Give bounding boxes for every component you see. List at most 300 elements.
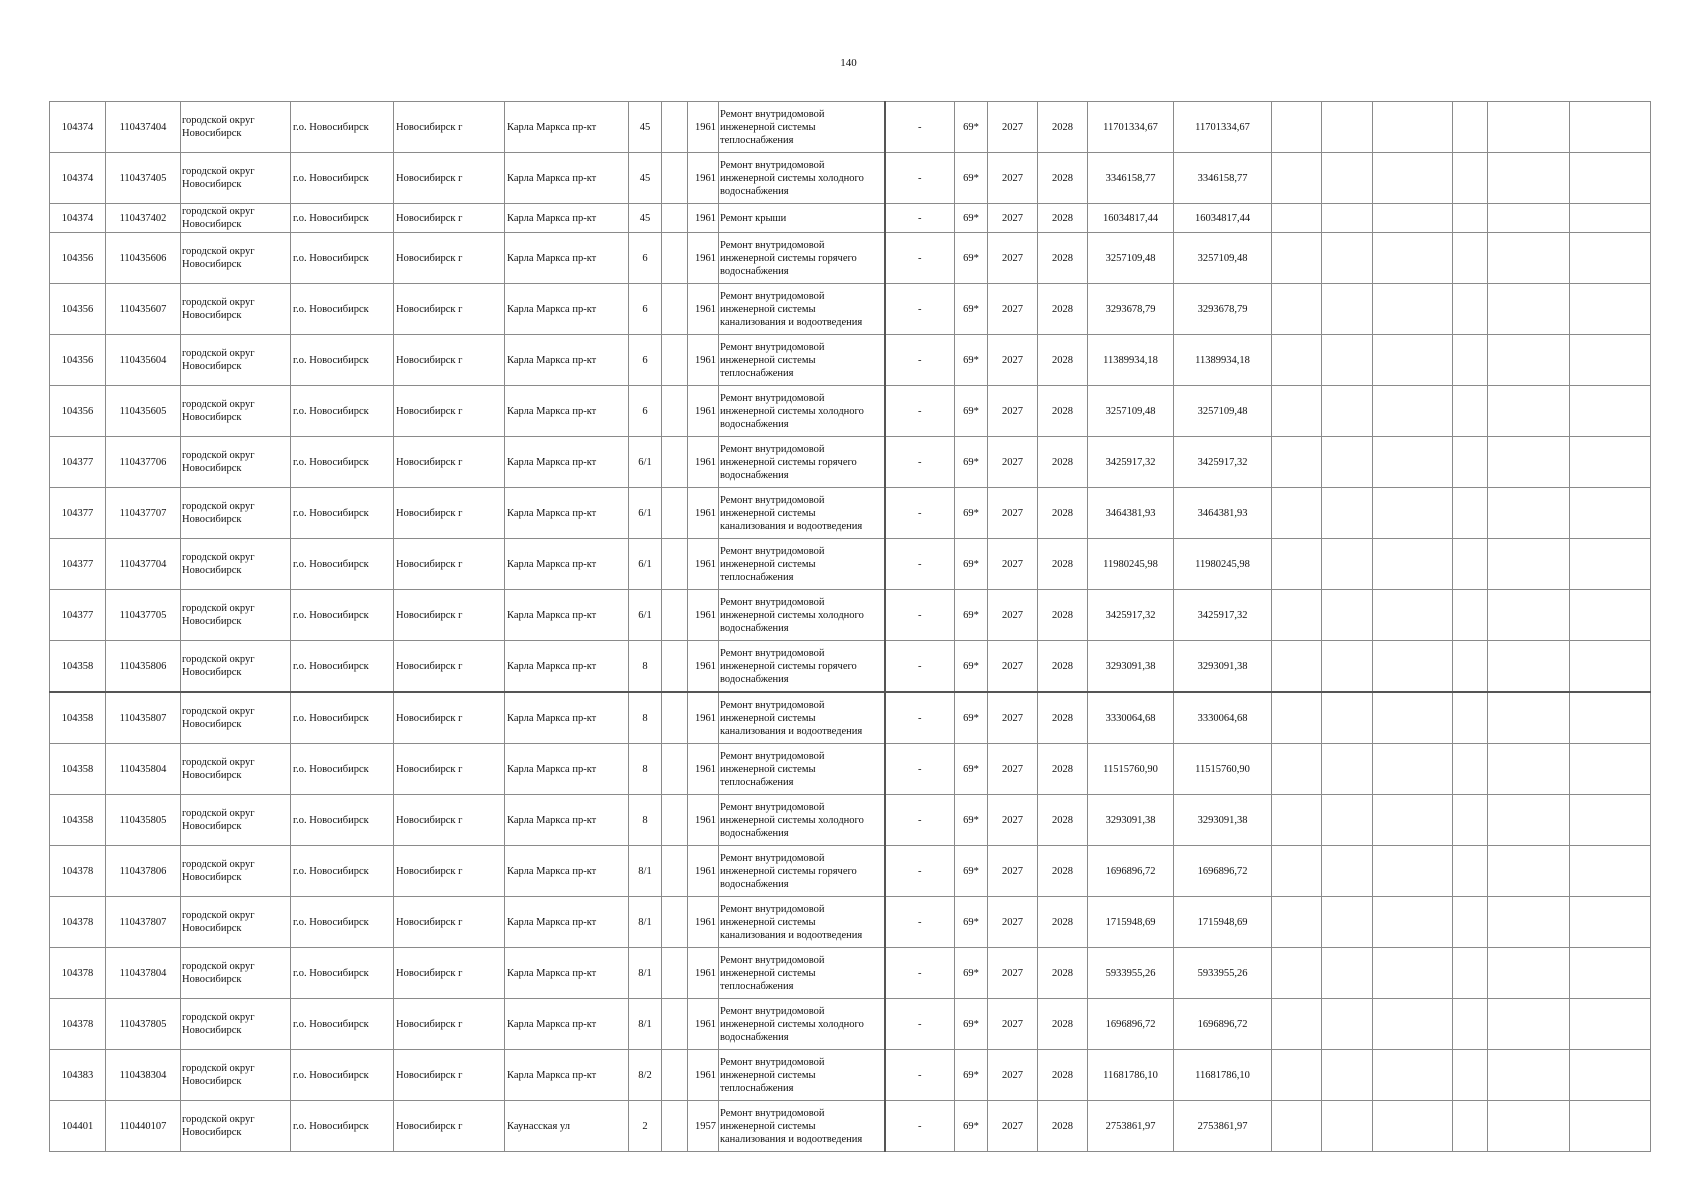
- cell-house-id: 104377: [50, 590, 106, 641]
- cell-street: Карла Маркса пр-кт: [505, 948, 629, 999]
- cell-settlement: Новосибирск г: [394, 204, 505, 233]
- cell-year-start: 2027: [988, 846, 1038, 897]
- cell-year-end: 2028: [1038, 539, 1088, 590]
- cell-house-number: 6/1: [629, 590, 662, 641]
- cell-wear: 69*: [955, 204, 988, 233]
- cell-empty: [1570, 1101, 1651, 1152]
- cell-house-id: 104383: [50, 1050, 106, 1101]
- cell-dash: -: [885, 897, 955, 948]
- cell-house-number: 6: [629, 335, 662, 386]
- cell-wear: 69*: [955, 1050, 988, 1101]
- cell-street: Карла Маркса пр-кт: [505, 1050, 629, 1101]
- cell-settlement: Новосибирск г: [394, 539, 505, 590]
- cell-cost-total: 11389934,18: [1088, 335, 1174, 386]
- cell-year-start: 2027: [988, 488, 1038, 539]
- cell-house-number: 45: [629, 153, 662, 204]
- cell-empty: [1272, 233, 1322, 284]
- cell-empty: [1373, 386, 1453, 437]
- cell-house-number: 6: [629, 284, 662, 335]
- cell-settlement: Новосибирск г: [394, 999, 505, 1050]
- cell-cost-fund: 3330064,68: [1174, 692, 1272, 744]
- cell-house-id: 104358: [50, 692, 106, 744]
- cell-empty: [1322, 641, 1373, 693]
- cell-building: [662, 590, 688, 641]
- cell-empty: [1272, 204, 1322, 233]
- cell-work-type: Ремонт внутридомовой инженерной системы канализования и водоотведения: [719, 488, 885, 539]
- cell-construction-year: 1961: [688, 153, 719, 204]
- table-row: [50, 1101, 1651, 1152]
- cell-cost-total: 3464381,93: [1088, 488, 1174, 539]
- cell-cost-total: 3330064,68: [1088, 692, 1174, 744]
- cell-building: [662, 488, 688, 539]
- cell-house-id: 104377: [50, 437, 106, 488]
- cell-district: г.о. Новосибирск: [291, 335, 394, 386]
- table-row: [50, 488, 1651, 539]
- cell-empty: [1322, 153, 1373, 204]
- cell-cost-fund: 2753861,97: [1174, 1101, 1272, 1152]
- cell-empty: [1453, 204, 1488, 233]
- cell-empty: [1570, 539, 1651, 590]
- cell-year-end: 2028: [1038, 1101, 1088, 1152]
- cell-empty: [1570, 999, 1651, 1050]
- cell-empty: [1488, 744, 1570, 795]
- cell-cost-fund: 11389934,18: [1174, 335, 1272, 386]
- cell-house-number: 8: [629, 692, 662, 744]
- table-row: [50, 795, 1651, 846]
- cell-house-number: 8/1: [629, 846, 662, 897]
- cell-work-type: Ремонт внутридомовой инженерной системы холодного водоснабжения: [719, 153, 885, 204]
- cell-empty: [1488, 590, 1570, 641]
- cell-dash: -: [885, 846, 955, 897]
- cell-house-id: 104356: [50, 233, 106, 284]
- capital-repair-register-table: [49, 101, 1651, 1152]
- cell-empty: [1453, 744, 1488, 795]
- cell-cost-total: 11980245,98: [1088, 539, 1174, 590]
- cell-construction-year: 1961: [688, 1050, 719, 1101]
- cell-year-start: 2027: [988, 153, 1038, 204]
- cell-cost-total: 1715948,69: [1088, 897, 1174, 948]
- cell-work-id: 110435605: [106, 386, 181, 437]
- cell-work-type: Ремонт внутридомовой инженерной системы канализования и водоотведения: [719, 284, 885, 335]
- cell-year-start: 2027: [988, 437, 1038, 488]
- cell-settlement: Новосибирск г: [394, 1050, 505, 1101]
- cell-settlement: Новосибирск г: [394, 335, 505, 386]
- cell-building: [662, 284, 688, 335]
- cell-empty: [1488, 999, 1570, 1050]
- cell-empty: [1453, 233, 1488, 284]
- cell-year-end: 2028: [1038, 102, 1088, 153]
- cell-wear: 69*: [955, 590, 988, 641]
- cell-house-id: 104356: [50, 284, 106, 335]
- cell-year-end: 2028: [1038, 1050, 1088, 1101]
- cell-empty: [1570, 744, 1651, 795]
- cell-wear: 69*: [955, 744, 988, 795]
- cell-empty: [1322, 284, 1373, 335]
- cell-empty: [1373, 744, 1453, 795]
- cell-empty: [1272, 1101, 1322, 1152]
- cell-dash: -: [885, 284, 955, 335]
- cell-work-id: 110435807: [106, 692, 181, 744]
- cell-work-type: Ремонт крыши: [719, 204, 885, 233]
- cell-district: г.о. Новосибирск: [291, 1101, 394, 1152]
- cell-work-id: 110435804: [106, 744, 181, 795]
- cell-cost-total: 3293091,38: [1088, 641, 1174, 693]
- cell-empty: [1488, 1050, 1570, 1101]
- cell-year-start: 2027: [988, 948, 1038, 999]
- cell-year-end: 2028: [1038, 999, 1088, 1050]
- cell-empty: [1453, 1101, 1488, 1152]
- cell-municipality: городской округ Новосибирск: [181, 590, 291, 641]
- cell-empty: [1453, 488, 1488, 539]
- cell-year-end: 2028: [1038, 897, 1088, 948]
- cell-work-type: Ремонт внутридомовой инженерной системы канализования и водоотведения: [719, 897, 885, 948]
- cell-year-end: 2028: [1038, 437, 1088, 488]
- cell-cost-fund: 1696896,72: [1174, 846, 1272, 897]
- cell-wear: 69*: [955, 233, 988, 284]
- cell-empty: [1488, 795, 1570, 846]
- cell-cost-fund: 3425917,32: [1174, 437, 1272, 488]
- table-row: [50, 153, 1651, 204]
- cell-municipality: городской округ Новосибирск: [181, 692, 291, 744]
- cell-work-id: 110437707: [106, 488, 181, 539]
- cell-construction-year: 1961: [688, 692, 719, 744]
- cell-settlement: Новосибирск г: [394, 1101, 505, 1152]
- cell-dash: -: [885, 102, 955, 153]
- cell-empty: [1570, 102, 1651, 153]
- cell-house-id: 104378: [50, 897, 106, 948]
- cell-cost-fund: 16034817,44: [1174, 204, 1272, 233]
- cell-municipality: городской округ Новосибирск: [181, 846, 291, 897]
- cell-dash: -: [885, 437, 955, 488]
- cell-building: [662, 386, 688, 437]
- cell-settlement: Новосибирск г: [394, 948, 505, 999]
- cell-cost-total: 11701334,67: [1088, 102, 1174, 153]
- cell-construction-year: 1961: [688, 233, 719, 284]
- cell-settlement: Новосибирск г: [394, 153, 505, 204]
- cell-cost-fund: 3293091,38: [1174, 795, 1272, 846]
- cell-house-number: 8: [629, 795, 662, 846]
- register-body: [50, 102, 1651, 1152]
- table-row: [50, 692, 1651, 744]
- cell-house-number: 6/1: [629, 539, 662, 590]
- cell-cost-total: 3346158,77: [1088, 153, 1174, 204]
- cell-dash: -: [885, 590, 955, 641]
- cell-settlement: Новосибирск г: [394, 641, 505, 693]
- cell-work-id: 110437706: [106, 437, 181, 488]
- cell-construction-year: 1961: [688, 437, 719, 488]
- cell-dash: -: [885, 488, 955, 539]
- cell-house-number: 6: [629, 233, 662, 284]
- cell-building: [662, 335, 688, 386]
- cell-empty: [1322, 233, 1373, 284]
- cell-house-number: 45: [629, 102, 662, 153]
- cell-empty: [1488, 386, 1570, 437]
- cell-cost-total: 3257109,48: [1088, 233, 1174, 284]
- cell-municipality: городской округ Новосибирск: [181, 284, 291, 335]
- cell-wear: 69*: [955, 488, 988, 539]
- cell-work-type: Ремонт внутридомовой инженерной системы горячего водоснабжения: [719, 641, 885, 693]
- cell-empty: [1453, 437, 1488, 488]
- cell-wear: 69*: [955, 539, 988, 590]
- cell-building: [662, 539, 688, 590]
- cell-house-number: 2: [629, 1101, 662, 1152]
- cell-work-id: 110437804: [106, 948, 181, 999]
- cell-empty: [1322, 488, 1373, 539]
- cell-cost-fund: 3346158,77: [1174, 153, 1272, 204]
- cell-empty: [1453, 641, 1488, 693]
- cell-district: г.о. Новосибирск: [291, 744, 394, 795]
- cell-municipality: городской округ Новосибирск: [181, 641, 291, 693]
- cell-wear: 69*: [955, 335, 988, 386]
- cell-construction-year: 1961: [688, 744, 719, 795]
- cell-empty: [1570, 897, 1651, 948]
- cell-street: Карла Маркса пр-кт: [505, 335, 629, 386]
- cell-construction-year: 1961: [688, 948, 719, 999]
- cell-year-start: 2027: [988, 692, 1038, 744]
- cell-district: г.о. Новосибирск: [291, 795, 394, 846]
- cell-work-type: Ремонт внутридомовой инженерной системы теплоснабжения: [719, 948, 885, 999]
- cell-empty: [1272, 335, 1322, 386]
- cell-year-end: 2028: [1038, 204, 1088, 233]
- cell-empty: [1322, 437, 1373, 488]
- cell-empty: [1322, 386, 1373, 437]
- cell-house-id: 104374: [50, 204, 106, 233]
- cell-empty: [1322, 204, 1373, 233]
- cell-year-end: 2028: [1038, 795, 1088, 846]
- cell-building: [662, 846, 688, 897]
- cell-work-type: Ремонт внутридомовой инженерной системы канализования и водоотведения: [719, 1101, 885, 1152]
- cell-empty: [1272, 897, 1322, 948]
- cell-cost-fund: 3464381,93: [1174, 488, 1272, 539]
- cell-dash: -: [885, 539, 955, 590]
- cell-settlement: Новосибирск г: [394, 897, 505, 948]
- cell-district: г.о. Новосибирск: [291, 233, 394, 284]
- cell-empty: [1272, 795, 1322, 846]
- cell-house-number: 8/2: [629, 1050, 662, 1101]
- cell-building: [662, 999, 688, 1050]
- cell-year-end: 2028: [1038, 641, 1088, 693]
- cell-empty: [1453, 335, 1488, 386]
- cell-work-id: 110438304: [106, 1050, 181, 1101]
- cell-street: Карла Маркса пр-кт: [505, 795, 629, 846]
- cell-year-start: 2027: [988, 999, 1038, 1050]
- cell-cost-fund: 11681786,10: [1174, 1050, 1272, 1101]
- cell-empty: [1322, 1050, 1373, 1101]
- cell-empty: [1272, 488, 1322, 539]
- cell-street: Карла Маркса пр-кт: [505, 641, 629, 693]
- cell-cost-fund: 3293091,38: [1174, 641, 1272, 693]
- cell-work-type: Ремонт внутридомовой инженерной системы теплоснабжения: [719, 102, 885, 153]
- cell-dash: -: [885, 1101, 955, 1152]
- cell-settlement: Новосибирск г: [394, 102, 505, 153]
- cell-house-id: 104378: [50, 999, 106, 1050]
- cell-empty: [1570, 233, 1651, 284]
- cell-work-type: Ремонт внутридомовой инженерной системы теплоснабжения: [719, 539, 885, 590]
- table-row: [50, 284, 1651, 335]
- cell-cost-total: 3293678,79: [1088, 284, 1174, 335]
- cell-district: г.о. Новосибирск: [291, 386, 394, 437]
- cell-construction-year: 1961: [688, 999, 719, 1050]
- cell-district: г.о. Новосибирск: [291, 539, 394, 590]
- cell-dash: -: [885, 641, 955, 693]
- cell-year-start: 2027: [988, 641, 1038, 693]
- cell-empty: [1272, 102, 1322, 153]
- cell-street: Карла Маркса пр-кт: [505, 386, 629, 437]
- cell-municipality: городской округ Новосибирск: [181, 795, 291, 846]
- cell-year-start: 2027: [988, 102, 1038, 153]
- cell-house-id: 104377: [50, 488, 106, 539]
- cell-empty: [1570, 846, 1651, 897]
- table-row: [50, 744, 1651, 795]
- cell-municipality: городской округ Новосибирск: [181, 1101, 291, 1152]
- cell-empty: [1488, 1101, 1570, 1152]
- cell-municipality: городской округ Новосибирск: [181, 488, 291, 539]
- cell-empty: [1322, 999, 1373, 1050]
- table-row: [50, 641, 1651, 693]
- cell-dash: -: [885, 335, 955, 386]
- cell-empty: [1272, 539, 1322, 590]
- cell-year-end: 2028: [1038, 284, 1088, 335]
- cell-wear: 69*: [955, 102, 988, 153]
- cell-empty: [1373, 153, 1453, 204]
- cell-year-start: 2027: [988, 1050, 1038, 1101]
- cell-empty: [1488, 284, 1570, 335]
- cell-construction-year: 1961: [688, 641, 719, 693]
- cell-empty: [1373, 539, 1453, 590]
- cell-house-id: 104377: [50, 539, 106, 590]
- cell-empty: [1322, 795, 1373, 846]
- cell-work-type: Ремонт внутридомовой инженерной системы теплоснабжения: [719, 744, 885, 795]
- cell-empty: [1570, 948, 1651, 999]
- cell-empty: [1373, 437, 1453, 488]
- cell-work-id: 110435604: [106, 335, 181, 386]
- cell-dash: -: [885, 204, 955, 233]
- table-row: [50, 437, 1651, 488]
- cell-work-id: 110437807: [106, 897, 181, 948]
- cell-house-number: 6/1: [629, 437, 662, 488]
- cell-street: Карла Маркса пр-кт: [505, 437, 629, 488]
- cell-municipality: городской округ Новосибирск: [181, 153, 291, 204]
- cell-empty: [1272, 692, 1322, 744]
- cell-empty: [1453, 284, 1488, 335]
- cell-year-start: 2027: [988, 795, 1038, 846]
- cell-settlement: Новосибирск г: [394, 744, 505, 795]
- cell-wear: 69*: [955, 386, 988, 437]
- cell-cost-total: 11681786,10: [1088, 1050, 1174, 1101]
- cell-year-start: 2027: [988, 233, 1038, 284]
- cell-municipality: городской округ Новосибирск: [181, 386, 291, 437]
- cell-empty: [1488, 102, 1570, 153]
- cell-empty: [1453, 795, 1488, 846]
- table-row: [50, 335, 1651, 386]
- cell-dash: -: [885, 744, 955, 795]
- cell-year-start: 2027: [988, 284, 1038, 335]
- cell-year-start: 2027: [988, 204, 1038, 233]
- cell-work-id: 110440107: [106, 1101, 181, 1152]
- cell-empty: [1488, 897, 1570, 948]
- cell-empty: [1322, 948, 1373, 999]
- cell-settlement: Новосибирск г: [394, 590, 505, 641]
- cell-street: Карла Маркса пр-кт: [505, 233, 629, 284]
- cell-house-number: 8/1: [629, 999, 662, 1050]
- cell-street: Карла Маркса пр-кт: [505, 284, 629, 335]
- cell-cost-fund: 3293678,79: [1174, 284, 1272, 335]
- cell-settlement: Новосибирск г: [394, 692, 505, 744]
- cell-cost-total: 1696896,72: [1088, 999, 1174, 1050]
- cell-year-end: 2028: [1038, 233, 1088, 284]
- cell-house-number: 8: [629, 641, 662, 693]
- cell-work-id: 110435606: [106, 233, 181, 284]
- cell-construction-year: 1957: [688, 1101, 719, 1152]
- cell-house-id: 104356: [50, 386, 106, 437]
- cell-district: г.о. Новосибирск: [291, 590, 394, 641]
- cell-district: г.о. Новосибирск: [291, 1050, 394, 1101]
- cell-cost-fund: 3257109,48: [1174, 233, 1272, 284]
- cell-dash: -: [885, 795, 955, 846]
- cell-empty: [1373, 1101, 1453, 1152]
- cell-cost-fund: 1715948,69: [1174, 897, 1272, 948]
- cell-municipality: городской округ Новосибирск: [181, 102, 291, 153]
- cell-municipality: городской округ Новосибирск: [181, 233, 291, 284]
- cell-wear: 69*: [955, 999, 988, 1050]
- cell-street: Карла Маркса пр-кт: [505, 999, 629, 1050]
- cell-work-id: 110437704: [106, 539, 181, 590]
- table-row: [50, 386, 1651, 437]
- cell-empty: [1488, 153, 1570, 204]
- cell-work-id: 110435806: [106, 641, 181, 693]
- cell-wear: 69*: [955, 692, 988, 744]
- cell-cost-total: 3425917,32: [1088, 437, 1174, 488]
- cell-empty: [1488, 204, 1570, 233]
- cell-district: г.о. Новосибирск: [291, 692, 394, 744]
- cell-empty: [1373, 897, 1453, 948]
- cell-year-start: 2027: [988, 335, 1038, 386]
- cell-house-id: 104378: [50, 846, 106, 897]
- table-row: [50, 999, 1651, 1050]
- cell-street: Карла Маркса пр-кт: [505, 539, 629, 590]
- cell-cost-total: 11515760,90: [1088, 744, 1174, 795]
- cell-settlement: Новосибирск г: [394, 846, 505, 897]
- cell-empty: [1373, 948, 1453, 999]
- cell-empty: [1373, 795, 1453, 846]
- cell-municipality: городской округ Новосибирск: [181, 335, 291, 386]
- cell-district: г.о. Новосибирск: [291, 204, 394, 233]
- cell-building: [662, 437, 688, 488]
- cell-district: г.о. Новосибирск: [291, 897, 394, 948]
- cell-empty: [1453, 153, 1488, 204]
- cell-year-end: 2028: [1038, 692, 1088, 744]
- cell-empty: [1373, 335, 1453, 386]
- cell-construction-year: 1961: [688, 590, 719, 641]
- cell-year-end: 2028: [1038, 488, 1088, 539]
- cell-work-type: Ремонт внутридомовой инженерной системы холодного водоснабжения: [719, 386, 885, 437]
- cell-empty: [1272, 284, 1322, 335]
- cell-work-type: Ремонт внутридомовой инженерной системы теплоснабжения: [719, 335, 885, 386]
- cell-cost-total: 5933955,26: [1088, 948, 1174, 999]
- cell-year-end: 2028: [1038, 386, 1088, 437]
- cell-year-start: 2027: [988, 590, 1038, 641]
- cell-municipality: городской округ Новосибирск: [181, 1050, 291, 1101]
- cell-empty: [1570, 795, 1651, 846]
- cell-wear: 69*: [955, 437, 988, 488]
- cell-empty: [1272, 744, 1322, 795]
- cell-building: [662, 948, 688, 999]
- cell-dash: -: [885, 153, 955, 204]
- cell-empty: [1570, 1050, 1651, 1101]
- cell-building: [662, 795, 688, 846]
- cell-wear: 69*: [955, 795, 988, 846]
- cell-work-id: 110435607: [106, 284, 181, 335]
